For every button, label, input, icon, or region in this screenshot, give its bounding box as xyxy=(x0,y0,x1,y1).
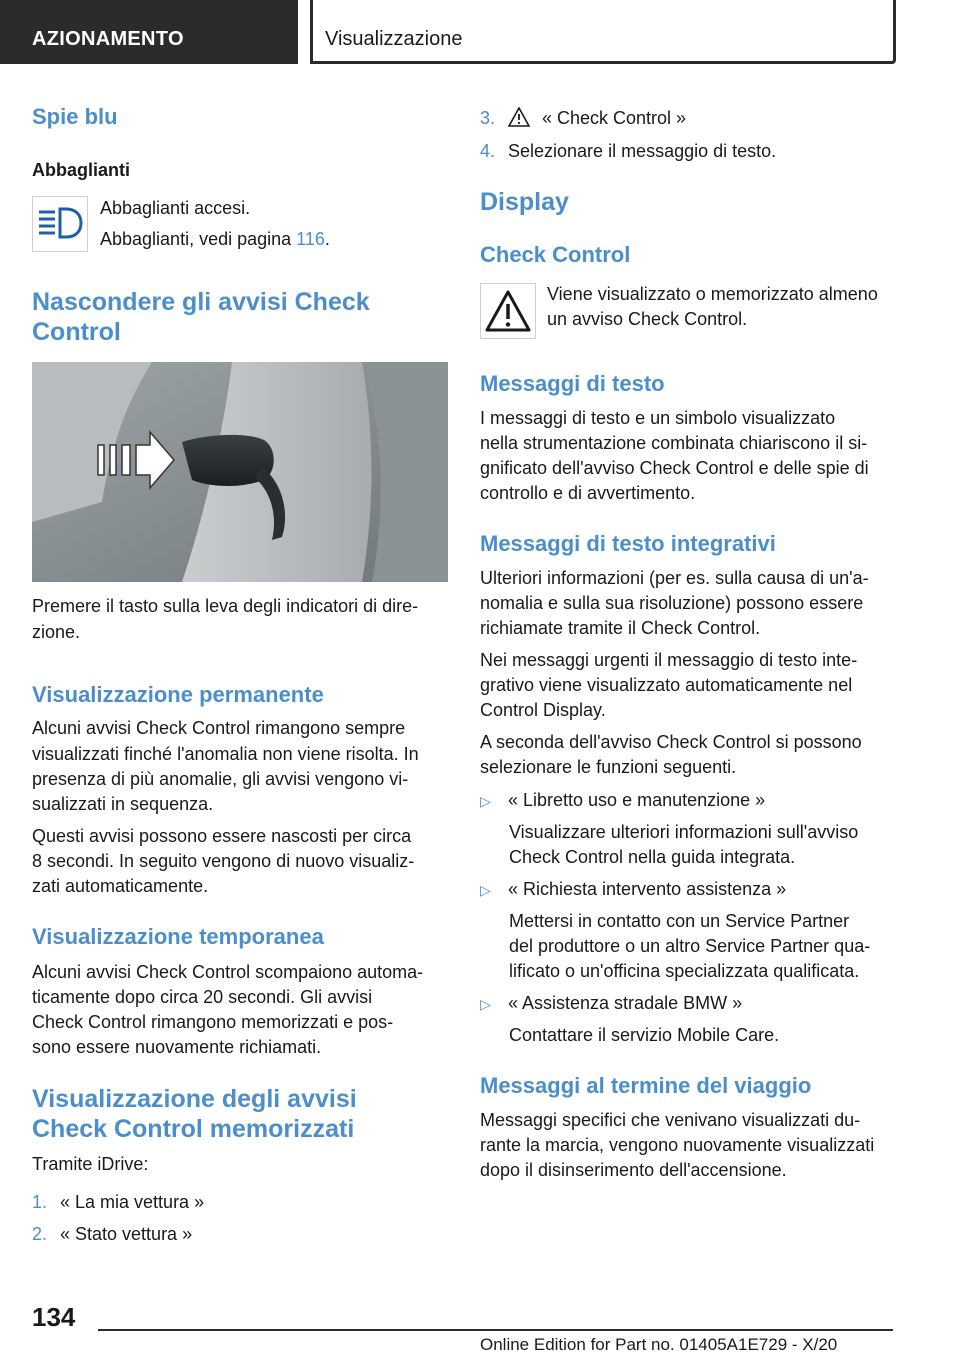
end-line-3: dopo il disinserimento dell'accensione. xyxy=(480,1160,787,1180)
warning-triangle-icon xyxy=(480,283,536,339)
high-beam-icon xyxy=(32,196,88,252)
int-p2-line-1: Nei messaggi urgenti il messaggio di testo inte- xyxy=(480,650,858,670)
heading-memorized-1: Visualizzazione degli avvisi xyxy=(32,1085,357,1113)
step-number: 2. xyxy=(32,1224,48,1244)
heading-end-of-trip: Messaggi al termine del viaggio xyxy=(480,1073,812,1098)
perm-para-2-line-3: zati automaticamente. xyxy=(32,876,209,896)
photo-caption-2: zione. xyxy=(32,622,81,642)
bullet-desc: Visualizzare ulteriori informazioni sull'avviso xyxy=(509,822,859,842)
step-4 xyxy=(480,139,776,164)
temp-line-4: sono essere nuovamente richiamati. xyxy=(32,1037,322,1057)
step-text: « Stato vettura » xyxy=(60,1224,193,1244)
int-p2-line-3: Control Display. xyxy=(480,700,606,720)
bullet-desc: del produttore o un altro Service Partner qua- xyxy=(509,936,871,956)
warning-triangle-icon xyxy=(508,107,542,134)
abbaglianti-ref-period: . xyxy=(324,229,330,249)
temp-line-1: Alcuni avvisi Check Control scompaiono automa- xyxy=(32,962,424,982)
bullet-desc: Check Control nella guida integrata. xyxy=(509,847,796,867)
int-p1-line-1: Ulteriori informazioni (per es. sulla causa di un'a- xyxy=(480,568,869,588)
perm-para-1-line-3: presenza di più anomalie, gli avvisi vengono vi- xyxy=(32,769,409,789)
int-p3-line-1: A seconda dell'avviso Check Control si possono xyxy=(480,732,862,752)
heading-text-messages: Messaggi di testo xyxy=(480,371,665,396)
heading-spie-blu: Spie blu xyxy=(32,104,118,129)
abbaglianti-ref-text: Abbaglianti, vedi pagina xyxy=(100,229,297,249)
bullet-item xyxy=(480,991,742,1017)
bullet-title: « Richiesta intervento assistenza » xyxy=(508,879,787,899)
bullet-item xyxy=(480,877,786,903)
temp-line-3: Check Control rimangono memorizzati e pos- xyxy=(32,1012,394,1032)
int-p1-line-2: nomalia e sulla sua risoluzione) possono essere xyxy=(480,593,864,613)
step-1 xyxy=(32,1190,204,1215)
bullet-desc: lificato o un'officina specializzata qualificata. xyxy=(509,961,860,981)
msg-line-3: gnificato dell'avviso Check Control e delle spie di xyxy=(480,458,869,478)
header-section-label: AZIONAMENTO xyxy=(32,28,184,50)
step-2 xyxy=(32,1222,192,1247)
bullet-title: « Assistenza stradale BMW » xyxy=(508,993,743,1013)
perm-para-1-line-4: sualizzati in sequenza. xyxy=(32,794,214,814)
heading-permanent: Visualizzazione permanente xyxy=(32,682,324,707)
msg-line-1: I messaggi di testo e un simbolo visualizzato xyxy=(480,408,836,428)
cc-text-line-2: un avviso Check Control. xyxy=(547,309,748,329)
step-text: « La mia vettura » xyxy=(60,1192,205,1212)
msg-line-4: controllo e di avvertimento. xyxy=(480,483,696,503)
step-text: « Check Control » xyxy=(542,108,687,128)
heading-integrative: Messaggi di testo integrativi xyxy=(480,531,776,556)
perm-para-1-line-1: Alcuni avvisi Check Control rimangono sempre xyxy=(32,718,406,738)
abbaglianti-text-2 xyxy=(100,227,330,252)
heading-memorized-2: Check Control memorizzati xyxy=(32,1115,355,1143)
bullet-triangle-icon: ▷ xyxy=(480,882,491,898)
int-p3-line-2: selezionare le funzioni seguenti. xyxy=(480,757,737,777)
temp-line-2: ticamente dopo circa 20 secondi. Gli avvisi xyxy=(32,987,373,1007)
cc-text-line-1: Viene visualizzato o memorizzato almeno xyxy=(547,284,878,304)
bullet-item xyxy=(480,788,765,814)
header-chapter-label: Visualizzazione xyxy=(325,28,463,50)
int-p1-line-3: richiamate tramite il Check Control. xyxy=(480,618,761,638)
end-line-1: Messaggi specifici che venivano visualizzati du- xyxy=(480,1110,861,1130)
step-3 xyxy=(480,106,686,134)
heading-abbaglianti: Abbaglianti xyxy=(32,160,130,180)
bullet-triangle-icon: ▷ xyxy=(480,793,491,809)
heading-temporary: Visualizzazione temporanea xyxy=(32,924,324,949)
memorized-intro: Tramite iDrive: xyxy=(32,1154,149,1174)
heading-hide-1: Nascondere gli avvisi Check xyxy=(32,288,370,316)
header-chapter-tab xyxy=(310,0,896,64)
msg-line-2: nella strumentazione combinata chiariscono il si- xyxy=(480,433,868,453)
heading-hide-2: Control xyxy=(32,318,121,346)
int-p2-line-2: grativo viene visualizzato automaticamente nel xyxy=(480,675,853,695)
footer-edition: Online Edition for Part no. 01405A1E729 - X/20 xyxy=(480,1335,838,1354)
perm-para-2-line-2: 8 secondi. In seguito vengono di nuovo visualiz- xyxy=(32,851,415,871)
abbaglianti-text-1: Abbaglianti accesi. xyxy=(100,198,251,218)
bullet-desc: Contattare il servizio Mobile Care. xyxy=(509,1025,780,1045)
perm-para-1-line-2: visualizzati finché l'anomalia non viene risolta. In xyxy=(32,744,419,764)
step-number: 4. xyxy=(480,141,496,161)
photo-caption-1: Premere il tasto sulla leva degli indicatori di dire- xyxy=(32,596,419,616)
bullet-desc: Mettersi in contatto con un Service Partner xyxy=(509,911,850,931)
page-link-116[interactable]: 116 xyxy=(296,229,325,249)
bullet-title: « Libretto uso e manutenzione » xyxy=(508,790,766,810)
header-section-tab xyxy=(0,0,298,64)
page-number: 134 xyxy=(32,1302,76,1332)
heading-display: Display xyxy=(480,188,569,216)
perm-para-2-line-1: Questi avvisi possono essere nascosti per circa xyxy=(32,826,412,846)
step-number: 1. xyxy=(32,1192,48,1212)
step-text: Selezionare il messaggio di testo. xyxy=(508,141,777,161)
turn-signal-lever-photo xyxy=(32,362,448,582)
bullet-triangle-icon: ▷ xyxy=(480,996,491,1012)
heading-check-control: Check Control xyxy=(480,242,631,267)
footer-rule xyxy=(98,1329,893,1331)
step-number: 3. xyxy=(480,108,496,128)
end-line-2: rante la marcia, vengono nuovamente visualizzati xyxy=(480,1135,875,1155)
